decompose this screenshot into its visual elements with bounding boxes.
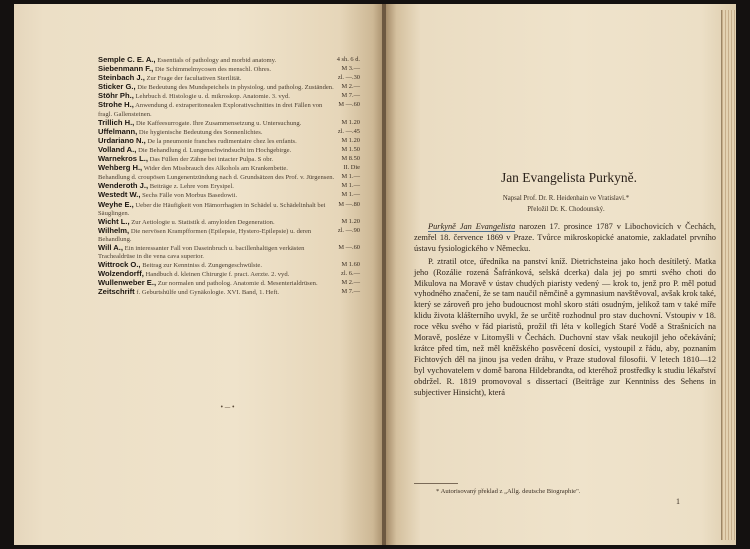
entry-author: Wenderoth J., xyxy=(98,181,149,191)
bibliography-entry xyxy=(98,201,360,218)
entry-author: Volland A., xyxy=(98,144,137,154)
entry-title: Die nervösen Krampfformen (Epilepsie, Hystero-Epilepsie) u. deren Behandlung. xyxy=(98,227,312,243)
entry-title: De la pneumonie franches rudimentaire chez les enfants. xyxy=(147,137,297,145)
bibliography-entry xyxy=(98,119,360,128)
entry-author: Steinbach J., xyxy=(98,73,145,83)
entry-author: Sticker G., xyxy=(98,82,136,92)
entry-price: M 1.50 xyxy=(341,145,360,153)
bibliography-entry xyxy=(98,191,360,200)
bibliography-entry xyxy=(98,137,360,146)
entry-price: M 2.— xyxy=(341,83,360,91)
entry-title: Die hygienische Bedeutung des Sonnenlichtes. xyxy=(138,128,263,136)
entry-price: M —.80 xyxy=(338,200,360,208)
entry-author: Warnekros L., xyxy=(98,154,148,164)
entry-title: f. Geburtshülfe und Gynäkologie. XVI. Band, 1. Heft. xyxy=(136,289,280,297)
entry-author: Wehberg H., xyxy=(98,163,143,173)
entry-author: Wolzendorff, xyxy=(98,269,144,279)
right-page xyxy=(386,4,736,545)
entry-price: M 8.50 xyxy=(341,155,360,163)
article-body xyxy=(414,222,716,399)
entry-title: Handbuch d. kleinen Chirurgie f. pract. Aerzte. 2. vyd. xyxy=(145,271,290,279)
article-paragraph xyxy=(414,257,716,399)
entry-title: Sechs Fälle von Morbus Basedowii. xyxy=(142,192,238,200)
ornament: •—• xyxy=(219,404,237,411)
entry-title: Die Behandlung d. Lungenschwindsucht im Hochgebirge. xyxy=(138,146,292,154)
entry-price: M 2.— xyxy=(341,279,360,287)
entry-author: Wilhelm, xyxy=(98,225,130,235)
entry-author: Uffelmann, xyxy=(98,126,138,136)
entry-price: M —.60 xyxy=(338,101,360,109)
entry-price: zl. —.30 xyxy=(337,74,360,82)
bibliography-entry xyxy=(98,218,360,227)
entry-price: II. Die xyxy=(343,164,360,172)
bibliography-entry xyxy=(98,244,360,261)
bibliography-entry xyxy=(98,288,360,297)
bibliography-entry xyxy=(98,101,360,118)
entry-title: Zur normalen und patholog. Anatomie d. Mesenterialdrüsen. xyxy=(157,280,318,288)
entry-price: M 1.60 xyxy=(341,261,360,269)
entry-price: M 1.— xyxy=(341,191,360,199)
entry-price: M 7.— xyxy=(341,288,360,296)
entry-title: Das Füllen der Zähne bei intacter Pulpa. S obr. xyxy=(149,156,274,164)
article-title: Jan Evangelista Purkyně. xyxy=(500,170,638,185)
open-book xyxy=(14,4,736,545)
entry-title: Beiträge z. Lehre vom Erysipel. xyxy=(149,183,234,191)
bibliography-entry xyxy=(98,92,360,101)
article-paragraph xyxy=(414,222,716,255)
entry-title: Behandlung d. croupösen Lungenentzündung nach d. Grundsätzen des Prof. v. Jürgensen. xyxy=(98,174,335,182)
entry-author: Wicht L., xyxy=(98,216,130,226)
page-number: 1 xyxy=(676,497,680,506)
entry-author: Wittrock O., xyxy=(98,260,141,270)
entry-title: Die Bedeutung des Mundspeichels in physiolog. und patholog. Zuständen. xyxy=(137,84,334,92)
entry-author: Weyhe E., xyxy=(98,199,134,209)
bibliography-entry xyxy=(98,164,360,173)
bibliography-entry xyxy=(98,83,360,92)
entry-price: zl. 6.— xyxy=(341,270,360,278)
entry-author: Semple C. E. A., xyxy=(98,55,156,64)
entry-author: Strohe H., xyxy=(98,100,134,110)
bibliography-entry xyxy=(98,74,360,83)
entry-title: Die Schimmelmycosen des menschl. Ohres. xyxy=(154,66,272,74)
footnote-rule xyxy=(414,483,458,484)
entry-author: Trillich H., xyxy=(98,117,135,127)
bibliography-list xyxy=(98,56,360,298)
entry-price: M 1.— xyxy=(341,182,360,190)
entry-price: zl. —.90 xyxy=(337,226,360,234)
entry-price: M 7.— xyxy=(341,92,360,100)
footnote: * Autorisovaný překlad z „Allg. deutsche Biographie". xyxy=(436,488,581,495)
entry-title: Zur Aetiologie u. Statistik d. amyloiden Degeneration. xyxy=(131,218,275,226)
entry-author: Will A., xyxy=(98,242,123,252)
entry-title: Essentials of pathology and morbid anatomy. xyxy=(157,57,277,64)
entry-price: 4 sh. 6 d. xyxy=(336,56,360,63)
entry-price: M 1.20 xyxy=(341,217,360,225)
paragraph-lead: Purkyně Jan Evangelista xyxy=(428,222,516,231)
entry-author: Siebenmann F., xyxy=(98,64,154,74)
entry-price: M 1.— xyxy=(341,173,360,181)
translator-line: Přeložil Dr. K. Chodounský. xyxy=(527,206,605,213)
entry-title: Ein interessanter Fall von Daseinbruch u. bacillenhaltigen verkästen Trachealdrüse in die vena cava superior. xyxy=(98,244,305,261)
author-byline: Napsal Prof. Dr. R. Heidenhain ve Vratislavi.* xyxy=(502,195,630,202)
paragraph-text: P. ztratil otce, úředníka na panství kníž. Dietrichsteina jako hoch desítiletý. Matka jeho (Rozálie rozená Šafránková, selská dcerka) dala jej po smrti svého choti do Mikulova na Moravě v ústav chudých piaristy vedený — krok to, jenž pro P. měl potud vyhodného značení, že se tam naučil němčině a gymnasium navštěvoval, avšak krok také, který se zároveň pro jeho budoucnost mohl skoro státi osudným, jelikož tam v také míře klidu života klášterního uvykl, že se určitě rozhodnul pro stav duchovní. Vstoupiv v 18. roce věku svého v řád piaristů, prožil tři léta v kollegích Staré Vodě a Strašnicích na Moravě, posléze v Litomyšli v Čechách. Duchovní stav však neukojil jeho očekávání; krátce před tím, než měl kněžského posvěcení dosíci, vystoupil z řádu, aby, poznaním Fichtových děl na jinou jsa veden dráhu, v Praze studoval filosofii. V letech 1810—12 byl vychovatelem v domě barona Hildebrandta, od kteréhož prostředky k studiu lékařství obdržel. R. 1819 promovoval s dissertací (Beiträge zur Kenntniss des Sehens in subjectiver Hinsicht), která xyxy=(414,256,716,397)
bibliography-entry xyxy=(98,227,360,244)
entry-author: Zeitschrift xyxy=(98,287,135,297)
left-page xyxy=(14,4,384,545)
entry-title: Die Kaffeesurrogate. Ihre Zusammensetzung u. Untersuchung. xyxy=(135,119,302,127)
entry-price: M —.60 xyxy=(338,243,360,251)
entry-title: Beitrag zur Kenntniss d. Zungengeschwülste. xyxy=(142,262,262,270)
entry-price: M 1.20 xyxy=(341,136,360,144)
entry-title: Ueber die Häufigkeit von Hämorrhagien in Schädel u. Schädelinhalt bei Säuglingen. xyxy=(98,201,326,217)
entry-author: Stöhr Ph., xyxy=(98,91,134,101)
entry-price: M 1.20 xyxy=(341,118,360,126)
entry-title: Wider den Missbrauch des Alkohols am Krankenbette. xyxy=(143,165,288,173)
page-edge-stack xyxy=(721,10,736,540)
entry-price: M 3.— xyxy=(341,65,360,73)
entry-price: zl. —.45 xyxy=(337,127,360,135)
entry-title: Zur Frage der facultativen Sterilität. xyxy=(146,75,242,83)
entry-author: Westedt W., xyxy=(98,190,141,200)
bibliography-entry xyxy=(98,279,360,288)
entry-title: Lehrbuch d. Histologie u. d. mikroskop. Anatomie. 3. vyd. xyxy=(135,93,290,101)
paragraph-text: narozen 17. prosince 1787 v Libochovicích v Čechách, zemřel 18. července 1869 v Praze. Tvůrce mikroskopické anatomie, zakladatel prvního ústavu fysiologického v Německu. xyxy=(414,222,716,253)
entry-author: Urdariano N., xyxy=(98,135,146,145)
entry-author: Wullenweber E., xyxy=(98,278,157,288)
entry-title: Anwendung d. extraperitonealen Explorativschnittes in drei Fällen von fragl. Gallensteinen. xyxy=(98,102,323,118)
